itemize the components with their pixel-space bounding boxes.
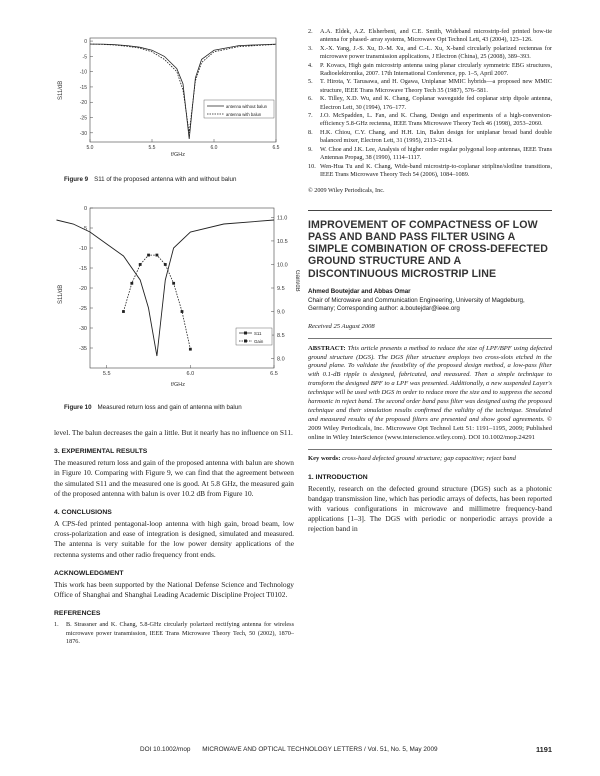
fig9-xtick-label: 5.0 [86,145,94,151]
figure-10-label: Figure 10 [64,404,92,411]
fig10-gain-point [130,282,133,285]
received-date: Received 25 August 2008 [308,322,375,330]
abstract-label: ABSTRACT: [308,344,346,352]
reference-text: T. Hirota, Y. Tarusawa, and H. Ogawa, Uniplanar MMIC hybrids—a proposed new MMIC structure, IEEE Trans Microwave Theory Tech 35 (1987), 576–581. [320,78,552,94]
fig9-xtick-label: 6.5 [272,145,280,151]
fig9-plot-frame [90,38,276,142]
reference-text: W. Choe and J.K. Lee, Analysis of higher order regular polygonal loop antennas, IEEE Trans Antennas Propag, 38 (1990), 1114–1117. [320,145,552,162]
right-column [308,28,552,535]
article-header [308,210,552,332]
fig9-ytick-label: 0 [84,39,87,46]
fig9-legend-label-2: antenna with balun [226,112,262,117]
fig10-ytick-right-label: 10.0 [277,262,288,269]
introduction-text: Recently, research on the defected ground structure (DGS) such as a photonic bandgap transmission line, which has periodic arrays of defects, has been reported with various configurations in microwave and millimetre frequency-band applications [1–3]. The DGS with periodic or nonperiodic arrays provide a rejection band in [308,483,552,534]
fig10-ytick-right-label: 11.0 [277,215,288,222]
fig9-ytick-label: -25 [79,115,87,122]
figure-10-caption-text: Measured return loss and gain of antenna with balun [97,404,242,411]
fig9-ytick-label: -5 [82,54,87,61]
reference-item [308,45,552,62]
fig10-gain-point [156,254,159,257]
page-footer [140,746,552,753]
copyright-line: © 2009 Wiley Periodicals, Inc. [308,187,385,195]
fig9-legend-label-1: antenna without balun [226,104,267,109]
keywords-label: Key words: [308,454,341,462]
fig10-ytick-label: -35 [79,346,87,352]
fig10-ytick-label: 0 [83,206,87,212]
reference-item [308,129,552,146]
reference-number: 7. [308,112,313,120]
article-title: IMPROVEMENT OF COMPACTNESS OF LOW PASS AND BAND PASS FILTER USING A SIMPLE COMBINATION OF CROSS-DEFECTED GROUND STRUCTURE AND A DISCONTINUOUS MICROSTRIP LINE [308,218,548,280]
section-4-heading: 4. CONCLUSIONS [54,509,112,517]
fig-discussion-text: level. The balun decreases the gain a little. But it nearly has no influence on S11. [54,428,293,437]
reference-item [54,621,294,646]
article-authors: Ahmed Boutejdar and Abbas Omar [308,287,411,295]
fig10-gain-point [147,254,150,257]
keywords-block [308,449,552,464]
left-reference-list [54,621,294,646]
reference-item [308,112,552,129]
reference-number: 3. [308,44,313,52]
fig10-gain-point [172,282,175,285]
fig9-xtick-label: 5.5 [148,145,156,151]
fig10-ytick-right-label: 8.0 [277,356,285,363]
fig9-series-line-with-balun [90,44,276,133]
fig10-ytick-label: -30 [79,326,87,332]
fig10-xtick-label: 6.0 [186,371,195,377]
figure-10-chart [54,196,300,404]
reference-text: Wen-Hua Tu and K. Chang, Wide-band microstrip-to-coplanar stripline/slotline transitions, IEEE Trans Microwave Theory Tech 54 (2006), 1084–1089. [320,162,552,178]
fig10-ytick-right-label: 10.5 [277,238,288,245]
fig10-gain-point [139,263,142,266]
fig10-gain-point [181,310,184,313]
fig9-legend [204,100,274,118]
fig10-ytick-label: -25 [79,306,87,312]
fig10-series-line-gain [124,255,191,349]
fig10-gain-point [164,263,167,266]
figure-9-caption-text: S11 of the proposed antenna with and without balun [94,176,237,183]
fig9-ylabel: S11/dB [58,80,64,100]
reference-item [308,95,552,112]
fig9-xtick-label: 6.0 [210,145,218,151]
acknowledgment-heading: ACKNOWLEDGMENT [54,569,124,577]
fig10-legend-label-1: S11 [254,331,262,336]
fig9-xlabel: f/GHz [170,152,186,158]
fig9-ytick-label: -10 [79,69,87,76]
introduction-heading: 1. INTRODUCTION [308,473,368,481]
keywords [308,455,552,464]
fig9-ytick-label: -15 [79,84,87,91]
reference-text: P. Kovacs, High gain microstrip antenna using planar circularly symmetric EBG structures, Radioelektronika, 2007. 17th International Conference, pp. 1–5, April 2007. [320,61,552,78]
fig10-ytick-right-label: 9.0 [277,309,285,316]
reference-item [308,163,552,180]
fig10-ylabel-right: Gain/dB [294,270,300,292]
reference-number: 2. [308,28,313,35]
reference-text: K. Tilley, X.D. Wu, and K. Chang, Coplanar waveguide fed coplanar strip dipole antenna, Electron Lett, 30 (1994), 176–177. [320,95,552,111]
right-reference-list [308,28,552,179]
fig10-legend-marker-1 [244,332,247,335]
figure-10 [54,196,300,404]
figure-9-caption [64,176,304,184]
fig10-ytick-right-label: 8.5 [277,333,285,340]
fig10-ytick-label: -5 [82,226,87,232]
footer-journal: MICROWAVE AND OPTICAL TECHNOLOGY LETTERS / Vol. 51, No. 5, May 2009 [202,746,438,753]
reference-item [308,28,552,45]
reference-number: 8. [308,128,313,136]
keywords-text: cross-haed defected ground structure; gap capacitive; reject band [342,454,516,462]
reference-text: B. Strassner and K. Chang, 5.8-GHz circularly polarized rectifying antenna for wireless microwave power transmission, IEEE Trans Microwave Theory Tech, 50 (2002), 1870–1876. [66,621,294,646]
figure-9 [54,30,294,158]
reference-text: J.O. McSpadden, L. Fan, and K. Chang, Design and experiments of a high-conversion-efficiency 5.8-GHz rectenna, IEEE Trans Microwave Theory Tech 46 (1998), 2053–2060. [320,112,552,128]
figure-10-caption [64,404,304,412]
fig10-ytick-label: -10 [79,246,87,252]
fig10-legend-label-2: Gain [254,339,264,344]
section-3-heading: 3. EXPERIMENTAL RESULTS [54,448,148,456]
figure-9-label: Figure 9 [64,176,89,183]
references-heading: REFERENCES [54,610,101,618]
reference-number: 6. [308,95,313,103]
reference-number: 10. [308,162,316,170]
fig10-xtick-label: 5.5 [102,371,111,377]
fig10-gain-point [122,310,125,313]
abstract [308,345,552,443]
reference-text: A.A. Eldek, A.Z. Elsherbeni, and C.E. Smith, Wideband microstrip-fed printed bow-tie antenna for phased- array systems, Microwave Opt Technol Lett, 43 (2004), 123–126. [320,28,552,44]
footer-page-number: 1191 [535,745,552,754]
reference-number: 1. [54,621,59,629]
figure-9-chart [54,30,294,158]
fig10-ytick-right-label: 9.5 [277,286,285,292]
reference-item [308,146,552,163]
acknowledgment-text: This work has been supported by the National Defense Science and Technology Office of Shanghai and Shanghai Leading Academic Discipline Project T0102. [54,579,294,600]
fig9-ytick-label: -20 [79,100,87,107]
left-column [54,428,294,646]
fig10-legend-marker-2 [244,340,247,343]
article-affiliation: Chair of Microwave and Communication Engineering, University of Magdeburg, Germany; Corresponding author: a.boutejdar@ieee.org [308,296,525,312]
reference-number: 5. [308,78,313,86]
section-3-text: The measured return loss and gain of the proposed antenna with balun are shown in Figure 10. Comparing with Figure 9, we can find that the agreement between the simulated S11 and the measured one is good. At 5.8 GHz, the measured gain of the proposed antenna with balun is over 10.2 dB from Figure 10. [54,458,294,498]
fig10-ytick-label: -15 [79,266,87,272]
abstract-text: This article presents a method to reduce the size of LPF/BPF using defected ground structure (DGS). The DGS filter structure employs two cross-slots etched in the ground plane. To validate the feasibility of the proposed design method, a low-pass filter with 0.1-dB ripple is designed, fabricated, and measured. Then a simple technique to transform the designed BPF to a LPF was presented. Additionally, a new suspended Layer's technique will be used with DGS in order to reduce more the size and to suppress the second harmonic in reject band. The second order band pass filter was designed using the proposed technique and their simulation results confirmed the validity of the technique. Simulated and measured results of the proposed filters are presented and show good agreements. [308,344,552,423]
reference-item [308,78,552,95]
section-4-text: A CPS-fed printed pentagonal-loop antenna with high gain, broad beam, low cross-polarization and ease of integration is designed, simulated and measured. The antenna is very suitable for the low power density applications of the rectenna systems and other radio frequency front ends. [54,519,294,559]
abstract-tail: © 2009 Wiley Periodicals, Inc. Microwave Opt Technol Lett 51: 1191–1195, 2009; Published online in Wiley InterScience (www.interscience.wiley.com). DOI 10.1002/mop.24291 [308,415,552,441]
footer-doi: DOI 10.1002/mop [140,746,191,753]
reference-number: 9. [308,145,313,153]
fig10-ytick-label: -20 [79,286,87,292]
fig9-ytick-label: -30 [79,130,87,137]
fig10-gain-point [189,348,192,351]
fig10-ylabel: S11/dB [58,284,64,304]
reference-text: X.-X. Yang, J.-S. Xu, D.-M. Xu, and C.-L. Xu, X-band circularly polarized rectennas for microwave power transmission applications, J Electron (China), 25 (2008), 389–393. [320,44,552,61]
reference-text: H.K. Chiou, C.Y. Chang, and H.H. Lin, Balun design for uniplanar broad band double balanced mixer, Electron Lett, 31 (1995), 2113–2114. [320,128,552,145]
fig10-legend [236,328,272,345]
reference-item [308,62,552,79]
reference-number: 4. [308,61,313,69]
abstract-block [308,338,552,443]
fig10-xtick-label: 6.5 [270,371,278,377]
fig10-xlabel: f/GHz [170,382,186,388]
